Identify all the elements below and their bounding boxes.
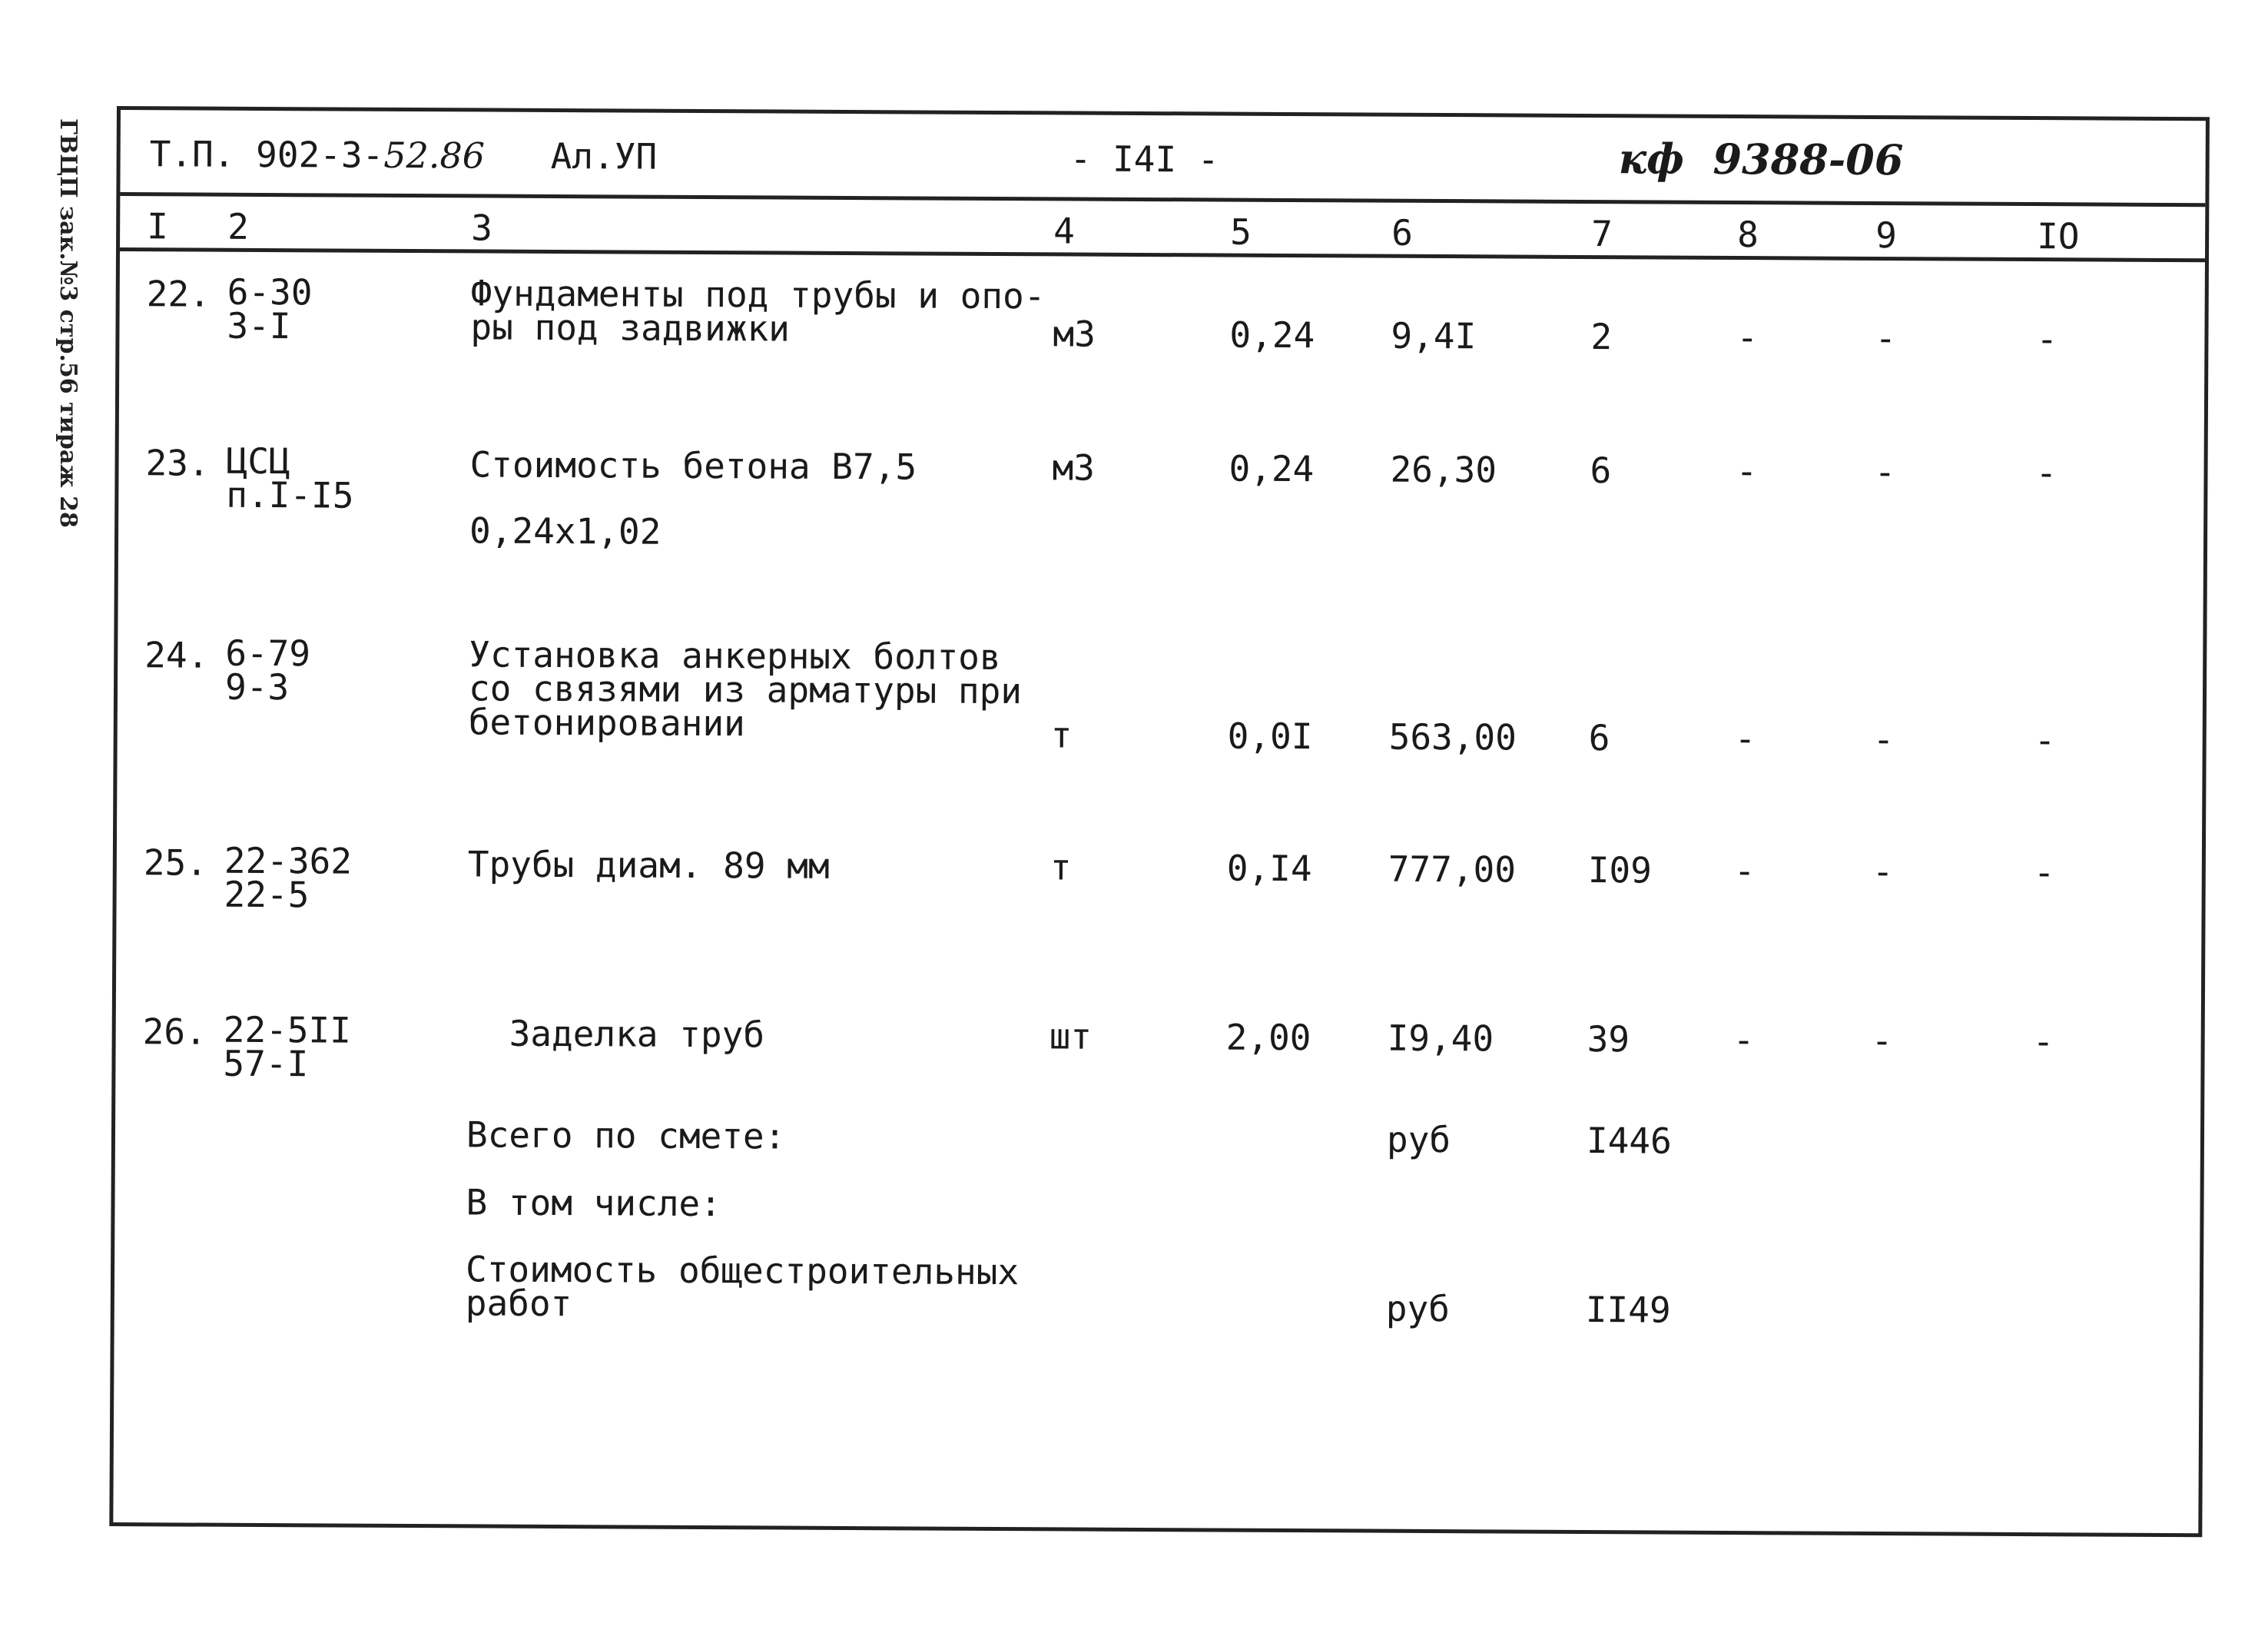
col-num-3: 3: [471, 207, 493, 249]
estimate-table-frame: [109, 106, 2210, 1537]
col-num-2: 2: [227, 205, 250, 247]
col-num-4: 4: [1053, 210, 1076, 252]
row-col-10: -: [2032, 1021, 2054, 1063]
row-description: Установка анкерных болтов со связями из арматуры при бетонировании: [468, 633, 1023, 745]
stamp: [1618, 134, 1904, 185]
general-works-value: II49: [1585, 1289, 1671, 1331]
doc-code-handwritten: 52.86: [383, 134, 486, 177]
row-description: Фундаменты под трубы и опо- ры под задвижки: [470, 272, 1046, 350]
row-unit: м3: [1053, 313, 1096, 355]
margin-note-text: ГВЦП зак.№3 стр.56 тираж 28: [54, 118, 81, 528]
row-number: 25.: [143, 841, 208, 884]
row-total: 6: [1588, 717, 1610, 759]
row-unit-price: 9,4I: [1391, 314, 1477, 357]
row-quantity: 0,24: [1229, 314, 1315, 357]
col-num-9: 9: [1875, 214, 1897, 257]
total-value: I446: [1586, 1120, 1672, 1162]
col-num-6: 6: [1391, 211, 1414, 254]
row-col-9: -: [1872, 850, 1894, 893]
stamp-number: 9388-06: [1713, 134, 1904, 185]
row-description: Трубы диам. 89 мм: [467, 843, 830, 887]
total-unit: руб: [1386, 1118, 1451, 1161]
row-unit: шт: [1049, 1015, 1093, 1057]
general-works-unit: руб: [1385, 1287, 1451, 1330]
col-num-1: I: [147, 205, 169, 247]
row-col-10: -: [2033, 851, 2055, 894]
row-unit: м3: [1052, 446, 1096, 489]
row-number: 22.: [146, 273, 211, 315]
row-unit-price: 777,00: [1388, 848, 1517, 891]
row-col-9: -: [1872, 718, 1895, 761]
col-num-10: IO: [2037, 215, 2080, 257]
row-description: Заделка труб: [509, 1012, 765, 1056]
row-quantity: 2,00: [1225, 1016, 1311, 1059]
doc-code-printed: Т.П. 902-3-: [149, 133, 384, 176]
doc-code: [149, 133, 486, 177]
album-label: Ал.УП: [550, 134, 658, 178]
row-code: 22-5II 57-I: [223, 1008, 352, 1085]
row-calculation: 0,24x1,02: [469, 509, 662, 553]
row-col-8: -: [1736, 450, 1758, 493]
row-number: 24.: [144, 634, 209, 676]
row-quantity: 0,0I: [1227, 715, 1313, 758]
row-total: 39: [1587, 1018, 1630, 1060]
row-code: 6-30 3-I: [227, 271, 313, 347]
row-unit-price: 563,00: [1388, 715, 1517, 758]
row-col-8: -: [1732, 1019, 1755, 1061]
row-col-8: -: [1736, 317, 1759, 359]
row-unit: т: [1049, 846, 1072, 888]
row-description: Стоимость бетона В7,5: [469, 443, 917, 488]
row-col-9: -: [1874, 450, 1896, 493]
stamp-prefix: кф: [1618, 134, 1685, 184]
col-num-8: 8: [1737, 214, 1759, 256]
page-number: - I4I -: [1069, 138, 1219, 181]
row-col-10: -: [2035, 452, 2057, 494]
row-col-9: -: [1871, 1019, 1893, 1062]
row-col-10: -: [2034, 719, 2056, 762]
row-total: I09: [1587, 849, 1653, 891]
row-quantity: 0,I4: [1226, 847, 1312, 890]
total-label: Всего по смете:: [466, 1114, 786, 1157]
row-col-8: -: [1734, 718, 1756, 760]
row-number: 26.: [142, 1011, 207, 1053]
general-works-label: Стоимость общестроительных работ: [465, 1248, 1020, 1325]
row-total: 2: [1590, 316, 1613, 358]
row-total: 6: [1590, 450, 1612, 492]
row-col-10: -: [2036, 318, 2058, 360]
row-unit: т: [1050, 714, 1073, 756]
including-label: В том числе:: [466, 1181, 722, 1225]
column-number-row: [120, 196, 2205, 262]
margin-note: [45, 118, 91, 528]
row-code: 6-79 9-3: [224, 632, 311, 709]
row-unit-price: I9,40: [1387, 1017, 1494, 1060]
row-code: 22-362 22-5: [224, 839, 353, 916]
row-code: ЦСЦ п.I-I5: [226, 440, 354, 516]
row-col-8: -: [1733, 850, 1756, 892]
row-unit-price: 26,30: [1390, 448, 1497, 491]
row-col-9: -: [1875, 317, 1897, 360]
col-num-5: 5: [1230, 211, 1252, 253]
row-quantity: 0,24: [1228, 447, 1315, 490]
col-num-7: 7: [1591, 213, 1613, 255]
header-row: [120, 110, 2206, 207]
row-number: 23.: [145, 442, 210, 484]
